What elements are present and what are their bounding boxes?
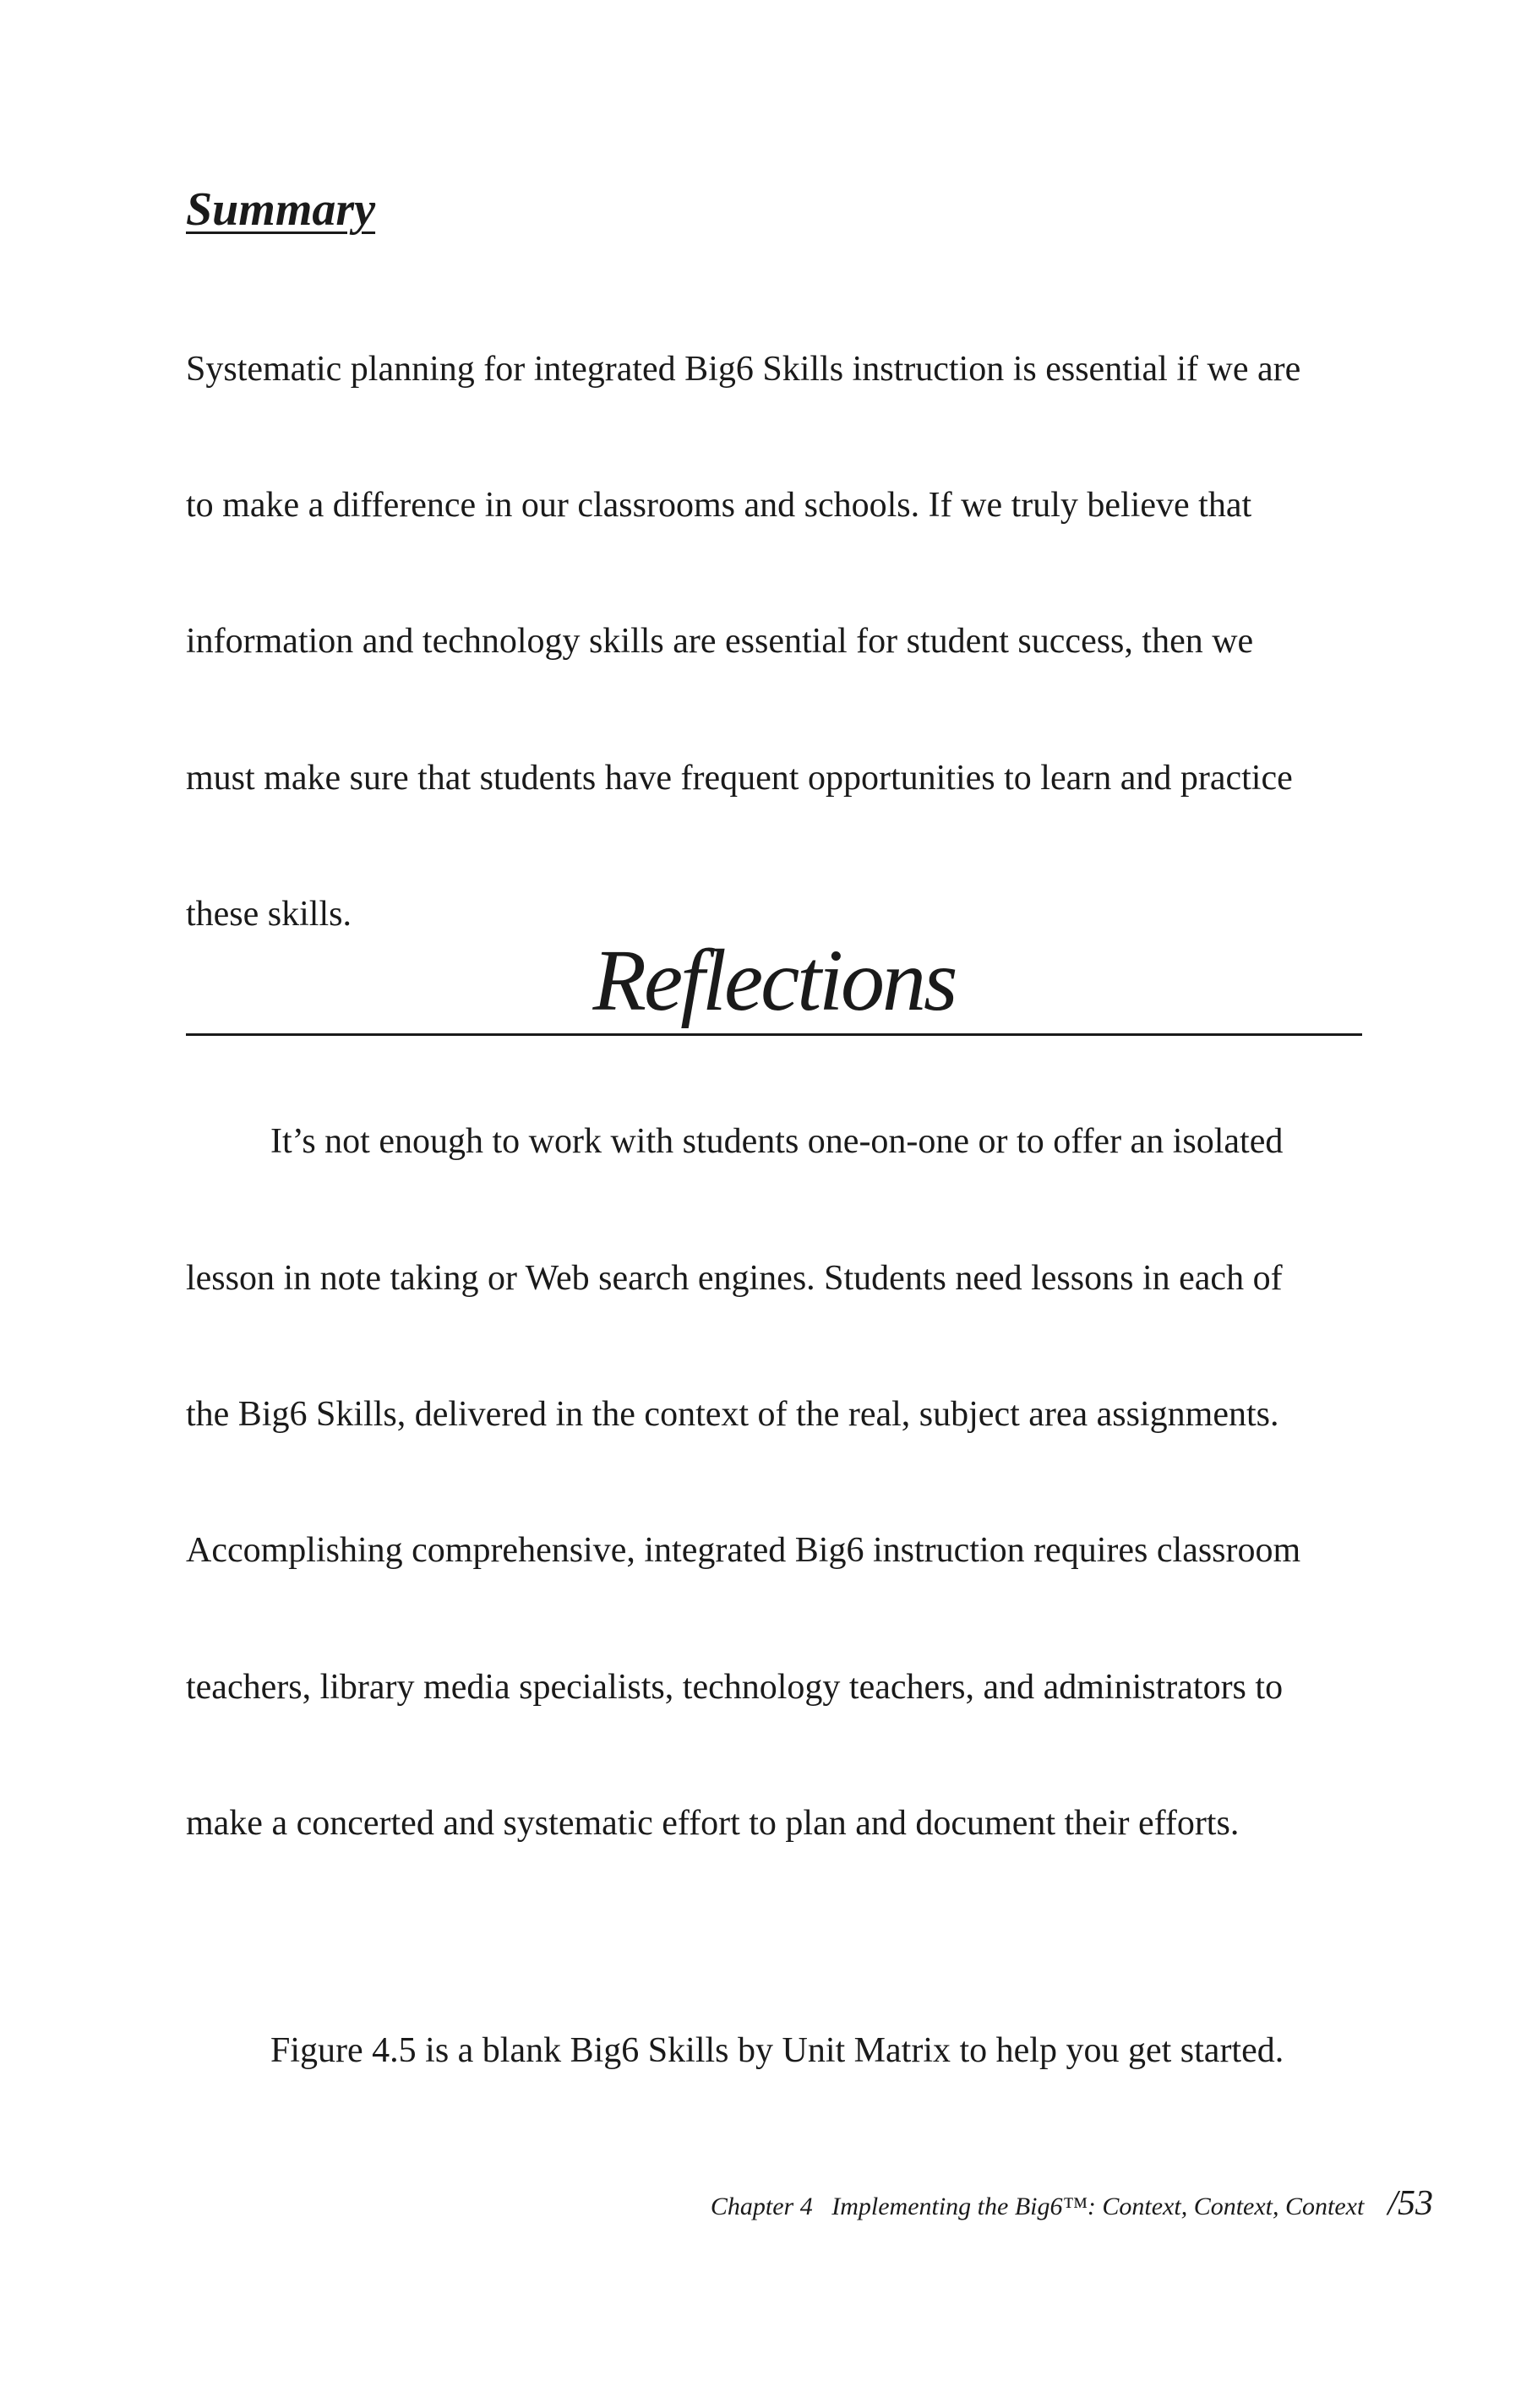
page-footer xyxy=(711,2183,1433,2234)
text-line: must make sure that students have frequent opportunities to learn and practice xyxy=(186,758,1293,798)
page-number: /53 xyxy=(1387,2184,1433,2223)
reflections-rule xyxy=(186,1033,1362,1036)
text-line: It’s not enough to work with students one-on-one or to offer an isolated xyxy=(270,1122,1284,1162)
summary-body xyxy=(186,256,1369,2165)
text-line: lesson in note taking or Web search engines. Students need lessons in each of xyxy=(186,1258,1283,1298)
running-head: Chapter 4 Implementing the Big6™: Context, Context, Context xyxy=(710,2193,1365,2220)
summary-paragraph-3 xyxy=(186,1937,1369,2165)
text-line: Figure 4.5 is a blank Big6 Skills by Unit Matrix to help you get started. xyxy=(270,2031,1284,2071)
text-line: to make a difference in our classrooms and schools. If we truly believe that xyxy=(186,485,1252,525)
text-line: Accomplishing comprehensive, integrated Big6 instruction requires classroom xyxy=(186,1531,1301,1571)
summary-heading: Summary xyxy=(186,183,376,236)
text-line: Systematic planning for integrated Big6 Skills instruction is essential if we are xyxy=(186,349,1301,389)
text-line: these skills. xyxy=(186,895,352,934)
text-line: the Big6 Skills, delivered in the context of the real, subject area assignments. xyxy=(186,1394,1279,1434)
reflections-section xyxy=(186,932,1362,1036)
text-line: teachers, library media specialists, technology teachers, and administrators to xyxy=(186,1667,1284,1707)
reflections-heading: Reflections xyxy=(592,932,956,1029)
text-line: information and technology skills are essential for student success, then we xyxy=(186,622,1254,662)
summary-paragraph-1 xyxy=(186,256,1369,1029)
text-line: make a concerted and systematic effort to plan and document their efforts. xyxy=(186,1804,1240,1844)
summary-paragraph-2 xyxy=(186,1029,1369,1938)
